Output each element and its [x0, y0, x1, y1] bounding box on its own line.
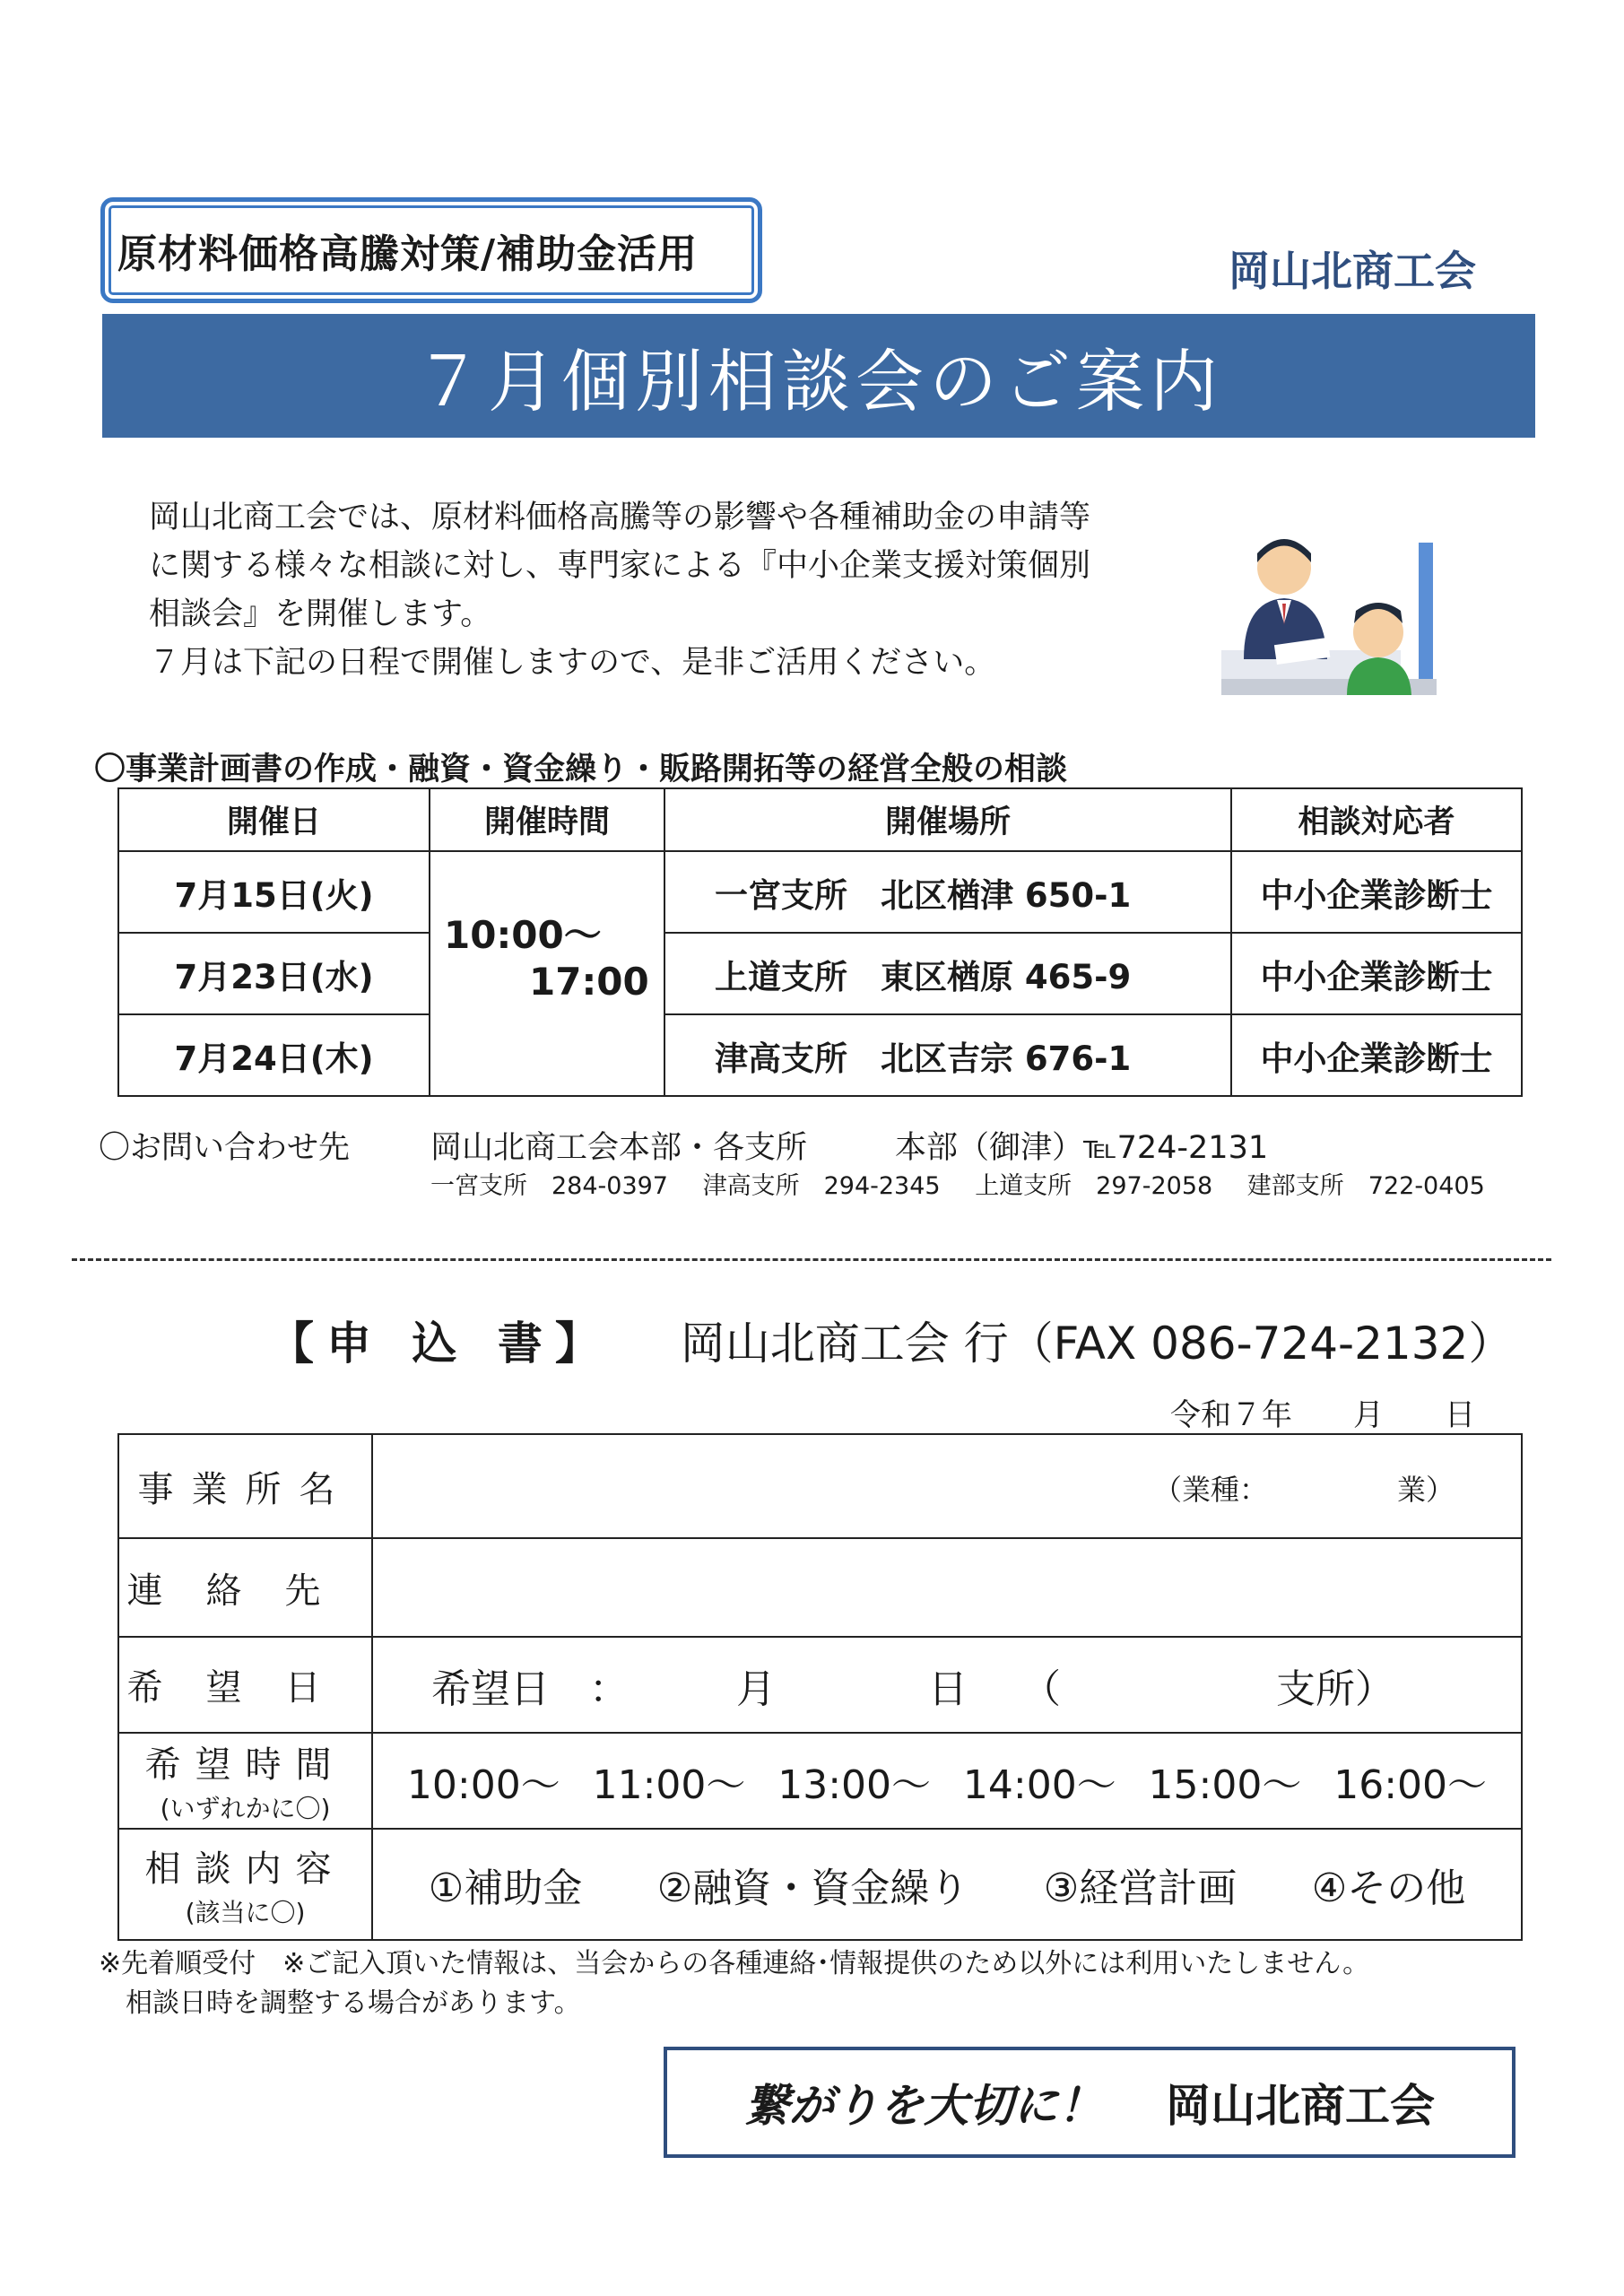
date-cell: 7月23日(水) — [118, 933, 430, 1014]
topic-tag-text: 原材料価格高騰対策/補助金活用 — [117, 231, 699, 277]
time-option[interactable]: 10:00～ — [406, 1761, 560, 1808]
business-label: 事業所名 — [118, 1434, 372, 1538]
form-row-business — [118, 1434, 1522, 1538]
application-title — [269, 1308, 1513, 1372]
motto-org: 岡山北商工会 — [1166, 2080, 1435, 2132]
date-field-label: 希望日 — [118, 1637, 372, 1733]
intro-line: に関する様々な相談に対し、専門家による『中小企業支援対策個別 — [149, 548, 1091, 584]
branch-contact: 津高支所 294-2345 — [702, 1172, 941, 1200]
branch-contact: 上道支所 297-2058 — [975, 1172, 1213, 1200]
time-option[interactable]: 14:00～ — [962, 1761, 1116, 1808]
time-start: 10:00～ — [444, 913, 602, 957]
footnotes — [99, 1944, 1369, 2023]
application-date: 令和７年 月 日 — [1170, 1397, 1475, 1433]
intro-text — [149, 493, 1180, 687]
place-cell: 津高支所 北区吉宗 676-1 — [664, 1014, 1231, 1096]
time-option[interactable]: 11:00～ — [592, 1761, 746, 1808]
form-row-time — [118, 1733, 1522, 1829]
branch-contact: 一宮支所 284-0397 — [430, 1172, 668, 1200]
time-option[interactable]: 16:00～ — [1333, 1761, 1488, 1808]
table-row — [118, 851, 1522, 933]
intro-line: ７月は下記の日程で開催しますので、是非ご活用ください。 — [149, 645, 996, 681]
form-row-date — [118, 1637, 1522, 1733]
footnote: ※先着順受付 ※ご記入頂いた情報は、当会からの各種連絡･情報提供のため以外には利用いたしません。 — [99, 1948, 1370, 1979]
content-field-label: 相談内容 (該当に〇) — [118, 1829, 372, 1940]
consultation-illustration — [1221, 525, 1437, 695]
intro-line: 相談会』を開催します。 — [149, 596, 492, 632]
page-title: ７月個別相談会のご案内 — [414, 341, 1223, 422]
contact-field[interactable] — [372, 1538, 1522, 1637]
time-field-label: 希望時間 (いずれかに〇) — [118, 1733, 372, 1829]
contact-field-label: 連絡先 — [118, 1538, 372, 1637]
topic-tag — [100, 197, 762, 303]
time-end: 17:00 — [529, 960, 649, 1004]
table-header-row — [118, 788, 1522, 851]
day-label: 日 — [928, 1665, 968, 1712]
org-name-top: 岡山北商工会 — [1229, 247, 1476, 295]
place-cell: 上道支所 東区楢原 465-9 — [664, 933, 1231, 1014]
col-header-time: 開催時間 — [430, 788, 664, 851]
contact-label: 〇お問い合わせ先 — [99, 1130, 351, 1166]
schedule-table — [117, 787, 1523, 1097]
application-form — [117, 1433, 1523, 1941]
col-header-date: 開催日 — [118, 788, 430, 851]
contact-hq: 本部（御津）℡724-2131 — [895, 1130, 1269, 1166]
intro-line: 岡山北商工会では、原材料価格高騰等の影響や各種補助金の申請等 — [149, 500, 1091, 535]
table-row — [118, 933, 1522, 1014]
date-prefix: 希望日 ： — [431, 1665, 629, 1712]
content-option[interactable]: ②融資・資金繰り — [656, 1866, 969, 1911]
branch-suffix: 支所） — [1276, 1665, 1394, 1712]
consultation-topics-label: 〇事業計画書の作成・融資・資金繰り・販路開拓等の経営全般の相談 — [94, 752, 1068, 787]
branch-open-paren: （ — [1021, 1665, 1061, 1712]
form-row-contact — [118, 1538, 1522, 1637]
time-option[interactable]: 15:00～ — [1148, 1761, 1302, 1808]
content-option[interactable]: ③経営計画 — [1043, 1866, 1238, 1911]
consultation-content-field — [372, 1829, 1522, 1940]
application-heading: 【申 込 書】 — [269, 1318, 612, 1370]
branch-contact: 建部支所 722-0405 — [1246, 1172, 1485, 1200]
footnote: 相談日時を調整する場合があります。 — [99, 1987, 581, 2019]
consultant-cell: 中小企業診断士 — [1231, 1014, 1522, 1096]
preferred-date-field[interactable] — [372, 1637, 1522, 1733]
contact-main: 岡山北商工会本部・各支所 — [430, 1130, 808, 1166]
industry-suffix: （業種： 業） — [1153, 1473, 1455, 1507]
preferred-time-field — [372, 1733, 1522, 1829]
month-label: 月 — [736, 1665, 776, 1712]
business-field[interactable] — [372, 1434, 1522, 1538]
date-cell: 7月15日(火) — [118, 851, 430, 933]
place-cell: 一宮支所 北区楢津 650-1 — [664, 851, 1231, 933]
col-header-place: 開催場所 — [664, 788, 1231, 851]
content-option[interactable]: ①補助金 — [428, 1866, 583, 1911]
consultant-cell: 中小企業診断士 — [1231, 933, 1522, 1014]
title-banner — [102, 314, 1535, 438]
table-row — [118, 1014, 1522, 1096]
motto-slogan: 繋がりを大切に！ — [744, 2080, 1103, 2132]
col-header-consultant: 相談対応者 — [1231, 788, 1522, 851]
content-option[interactable]: ④その他 — [1311, 1866, 1466, 1911]
cut-line — [72, 1258, 1551, 1261]
application-recipient: 岡山北商工会 行（FAX 086-724-2132） — [680, 1318, 1514, 1370]
form-row-content — [118, 1829, 1522, 1940]
branch-contacts — [430, 1166, 1512, 1201]
date-cell: 7月24日(木) — [118, 1014, 430, 1096]
consultant-cell: 中小企業診断士 — [1231, 851, 1522, 933]
motto-box — [664, 2047, 1515, 2158]
time-option[interactable]: 13:00～ — [777, 1761, 932, 1808]
